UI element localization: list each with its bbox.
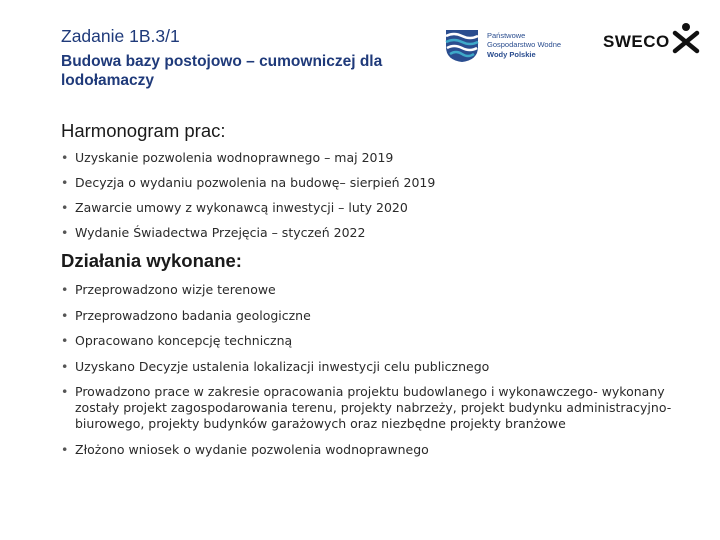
schedule-item: • Decyzja o wydaniu pozwolenia na budowę– sierpień 2019 xyxy=(61,175,701,191)
schedule-item: • Uzyskanie pozwolenia wodnoprawnego – maj 2019 xyxy=(61,150,701,166)
sweco-figure-icon xyxy=(672,22,700,54)
schedule-item: • Zawarcie umowy z wykonawcą inwestycji – luty 2020 xyxy=(61,200,701,216)
sweco-wordmark: SWECO xyxy=(603,32,670,51)
pgw-line-1: Państwowe xyxy=(487,30,526,40)
action-item: • Przeprowadzono badania geologiczne xyxy=(61,308,701,324)
wody-polskie-logo xyxy=(443,24,563,66)
actions-heading: Działania wykonane: xyxy=(61,250,242,271)
wody-polskie-text xyxy=(487,31,561,60)
slide-subtitle: Budowa bazy postojowo – cumowniczej dla lodołamaczy xyxy=(61,53,383,89)
action-item: • Uzyskano Decyzje ustalenia lokalizacji inwestycji celu publicznego xyxy=(61,359,701,375)
action-item: • Prowadzono prace w zakresie opracowania projektu budowlanego i wykonawczego- wykonany zostały projekt zagospodarowania terenu, projekty nabrzeży, projekt budynku administracyjno-biurowego, projekty budynków garażowych oraz niezbędne projekty branżowe xyxy=(61,384,701,432)
action-item: • Złożono wniosek o wydanie pozwolenia wodnoprawnego xyxy=(61,442,701,458)
slide-title: Zadanie 1B.3/1 xyxy=(61,26,180,46)
schedule-list xyxy=(61,150,701,250)
wody-polskie-emblem-icon xyxy=(443,27,481,63)
pgw-line-2: Gospodarstwo Wodne xyxy=(487,40,562,50)
sweco-logo xyxy=(603,20,700,54)
pgw-line-3: Wody Polskie xyxy=(487,49,536,59)
schedule-heading: Harmonogram prac: xyxy=(61,120,226,141)
action-item: • Przeprowadzono wizje terenowe xyxy=(61,282,701,298)
actions-list xyxy=(61,282,701,467)
action-item: • Opracowano koncepcję techniczną xyxy=(61,333,701,349)
schedule-item: • Wydanie Świadectwa Przejęcia – styczeń 2022 xyxy=(61,225,701,241)
